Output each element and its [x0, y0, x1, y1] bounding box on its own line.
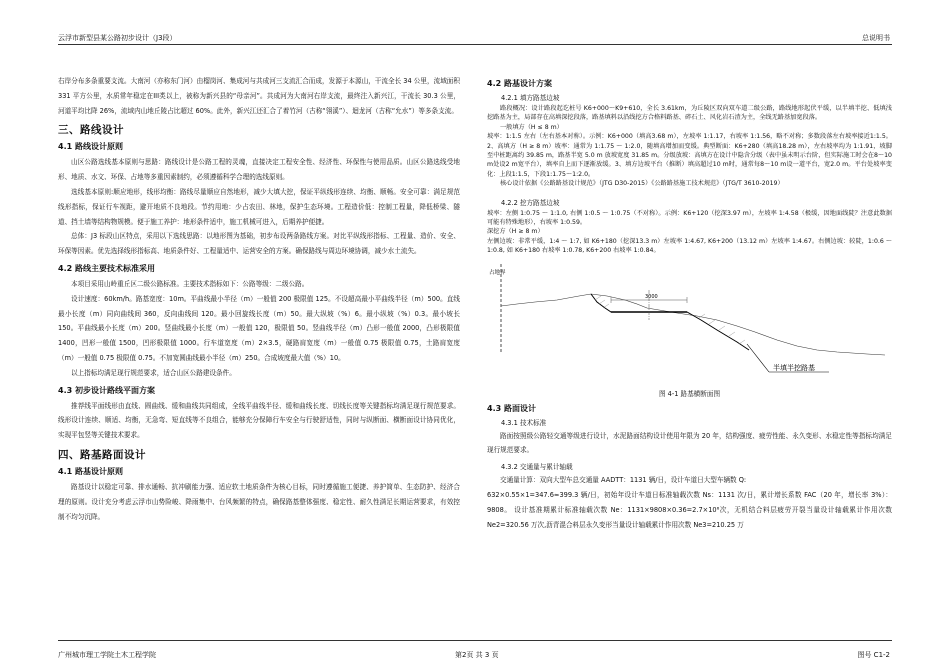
cross-section-drawing: [487, 260, 892, 384]
r-s432-paragraph-1: 交通量计算：双向大型车总交通量 AADTT：1131 辆/日，设计车道日大型车辆数 Q:: [500, 476, 747, 485]
figure-caption: 图 4-1 路基横断面图: [658, 389, 721, 398]
r-s421-paragraph-4: 核心设计依据《公路路基设计规范》（JTG D30-2015）《公路路基施工技术规范》（JTG/T 3610-2019）: [500, 180, 784, 188]
section-3-title: 三、路线设计: [58, 124, 124, 137]
footer-rule: [58, 640, 892, 641]
s42-paragraph-2: 设计速度：60km/h。路基宽度：10m。平曲线最小半径（m）一般值 200 极限值 125。不设超高最小平曲线半径（m）500。直线最小长度（m）同向曲线间 360，反向曲线间 120。最小回旋线长度（m）50。最大纵坡（%）6。最小纵坡（%）0.3。最小坡长 150。平曲线最小长度（m）200。竖曲线最小长度（m）一般值 120，极限值 50。竖曲线半径（m）凸形一般值 2000，凸形极限值 1400，凹形一般值 1500，凹形极限值 1000。行车道宽度（m）2×3.5，硬路肩宽度（m）一般值 0.75 极限值 0.75，土路肩宽度（m）一般值 0.75 极限值 0.75。不加宽圆曲线最小半径（m）250。合成坡度最大值（%）10。: [58, 294, 460, 362]
s41-paragraph-3: 总体：J3 标段山区特点，采用以下选线思路：以地形图为基础，初步布设两条路线方案。对比平纵线形指标、工程量、造价、安全、环保等因素。优先选择线形指标高、地质条件好、工程量适中、运营安全的方案。确保路线与周边环境协调，减少水土流失。: [58, 232, 460, 256]
s41b-paragraph-1: 路基设计以稳定可靠、排水通畅、抗冲刷能力强、适应软土地质条件为核心目标，同时遵循施工便捷、养护简单、生态防护、经济合理的原则。设计充分考虑云浮市山势险峻、降雨集中、台风频繁的特点，确保路基整体强度、稳定性、耐久性满足长期运营要求，有效控制不均匀沉降。: [58, 482, 460, 521]
r-s431-paragraph-1: 路面按照级公路轻交通等级进行设计，水泥路面结构设计使用年限为 20 年，结构强度、疲劳性能、永久变形、水稳定性等指标均满足现行规范要求。: [487, 431, 892, 455]
s41-paragraph-2: 选线基本原则:顺应地形，线形均衡：路线尽量顺应自然地形，减少大填大挖，保证平纵线形连续、均衡、顺畅。安全可靠：满足规范线形指标，保证行车视距，避开地质不良地段。节约用地：少占农田、林地，保护生态环境。工程造价低：控制工程量，降低桥梁、隧道、挡土墙等结构物规模。便于施工养护：地形条件适中，施工机械可进入，后期养护便捷。: [58, 187, 460, 226]
r-s421-paragraph-3: 坡率：1:1.5 左右（左右基本对称）。示例：K6+000（填高3.68 m），左坡率 1:1.17，右坡率 1:1.56，略不对称；多数段落左右坡率接近1:1.5。2、高填方（H ≥ 8 m）坡率：通常为 1:1.75 ～ 1:2.0，随填高增加而变缓。典型断面：K6+280（填高18.28 m），左右坡率均为 1:1.91，坡脚至中桩距离约 39.85 m，路基半宽 5.0 m 放坡宽度 31.85 m。分级放坡：高填方在设计中隐含分级（表中虽未明示台阶，但实际施工时会在8～10 m处设2 m宽平台），填率自上而下逐渐放缓。3、填方边坡平台（推断）填高超过10 m时，通常每8～10 m设一道平台，宽2.0 m。平台处坡率变化：上段1:1.5，下段1:1.75～1:2.0。: [487, 133, 892, 178]
r-s43-title: 4.3 路面设计: [487, 403, 536, 413]
section-4-title: 四、路基路面设计: [58, 448, 146, 461]
header-rule: [58, 44, 892, 45]
page-header: [0, 0, 950, 46]
footer-drawing-number: 图号 C1-2: [857, 651, 890, 659]
intro-paragraph: 右岸分布多条重要支流。大南河（亦称东门河）由榴岗河、集成河与共成河三支流汇合而成，发源于本源山，干流全长 34 公里，流域面积 331 平方公里，水质常年稳定在III类以上，被称为新兴县的“母亲河”。共成河为大南河右岸支流，最终注入新兴江，干流长 30.3 公里，河道平均比降 26%，流域内山地丘陵占比超过 60%。此外，新兴江还汇合了着竹河（古称“翎溪”）、迴龙河（古称“允水”）等多条支流。: [58, 77, 460, 115]
roadbed-cross-section-figure: [487, 260, 892, 384]
r-s422-paragraph-2: 深挖方（H ≥ 8 m）: [487, 228, 544, 236]
ground-line: [501, 294, 885, 355]
s41-title: 4.1 路线设计原则: [58, 142, 123, 152]
r-s432-title: 4.3.2 交通量与累计轴载: [501, 463, 573, 472]
s42-paragraph-1: 本项目采用山岭重丘区二级公路标准。主要技术指标如下：公路等级：二级公路。: [71, 279, 309, 288]
r-s421-paragraph-2: 一般填方（H ≤ 8 m）: [500, 123, 563, 131]
s43-paragraph-1: 推荐线平面线形由直线、圆曲线、缓和曲线共同组成，全线平曲线半径、缓和曲线长度、切线长度等关键指标均满足现行规范要求。线形设计连续、顺适、均衡，无急弯、短直线等不良组合，能够充分保障行车安全与行驶舒适性，同时与纵断面、横断面设计协同优化，实现平包竖等关键技术要求。: [58, 401, 460, 440]
callout-leader: [747, 344, 769, 372]
r-s422-title: 4.2.2 挖方路基边坡: [501, 198, 560, 207]
s42-paragraph-3: 以上指标均满足现行规范要求，适合山区公路建设条件。: [71, 368, 236, 377]
r-s42-title: 4.2 路基设计方案: [487, 79, 552, 88]
roadbed-outline: [591, 294, 749, 350]
r-s421-title: 4.2.1 填方路基边坡: [501, 94, 560, 102]
s41b-title: 4.1 路基设计原则: [58, 466, 123, 476]
left-column: [58, 74, 460, 636]
footer-institution: 广州城市理工学院土木工程学院: [58, 651, 156, 659]
header-project-title: 云浮市新型县某公路初步设计（J3段）: [58, 34, 177, 42]
header-doc-type: 总说明书: [862, 34, 890, 42]
r-s422-paragraph-3: 左侧边坡：非常平缓，1:4 ～ 1:7, 如 K6+180（挖深13.3 m）左坡率 1:4.67, K6+200（13.12 m）左坡率 1:4.67。右侧边坡：较陡，1:0.6 ～ 1:0.8, 如 K6+180 右坡率 1:0.78, K6+200 右坡率 1:0.84。: [487, 237, 892, 255]
r-s422-paragraph-1: 坡率：左侧 1:0.75 ～ 1:1.0, 右侧 1:0.5 ～ 1:0.75（不对称）。示例：K6+120（挖深3.97 m），左坡率 1:4.58（极缓，因地面线陡？注意此数据可能有特殊地形），右坡率 1:0.59。: [487, 209, 892, 227]
r-s421-paragraph-1: 路段概况：设计路段起讫桩号 K6+000～K9+610，全长 3.61km，为丘陵区双向双车道二级公路，路线地形起伏平缓，以半填半挖、低填浅挖路基为主，局部存在高填深挖段落，路基填料以沿线挖方合格料路基、碎石土、风化岩石渣为主，全线无路基加宽段落。: [487, 105, 892, 122]
page-footer: [0, 642, 950, 672]
footer-page-number: 第2页 共 3 页: [455, 651, 499, 659]
boundary-label: 占地界: [489, 269, 506, 276]
right-column: [487, 74, 892, 636]
s43-title: 4.3 初步设计路线平面方案: [58, 385, 155, 395]
callout-label: 半填半挖路基: [773, 363, 815, 372]
dimension-text: 3000: [645, 293, 658, 300]
s41-paragraph-1: 山区公路选线基本原则与思路：路线设计是公路工程的灵魂，直接决定工程安全性、经济性、环保性与使用品质。山区公路选线受地形、地质、水文、环保、占地等多重因素制约，必须遵循科学合理的选线原则。: [58, 158, 460, 182]
r-s431-title: 4.3.1 技术标准: [501, 418, 547, 427]
s42-title: 4.2 路线主要技术标准采用: [58, 263, 155, 273]
r-s432-paragraph-2: 632×0.55×1=347.6≈399.3 辆/日，初始年设计车道日标准轴载次数 Ns：1131 次/日，累计增长系数 FAC（20 年，增长率 3%）：9808。 设计基准期累计标准轴载次数 Ne：1131×9808×0.36=2.7×10⁶次，无机结合料层疲劳开裂当量设计轴载累计作用次数 Ne2=320.56 万次,沥青混合料层永久变形当量设计轴载累计作用次数 Ne3=210.25 万: [487, 491, 892, 529]
